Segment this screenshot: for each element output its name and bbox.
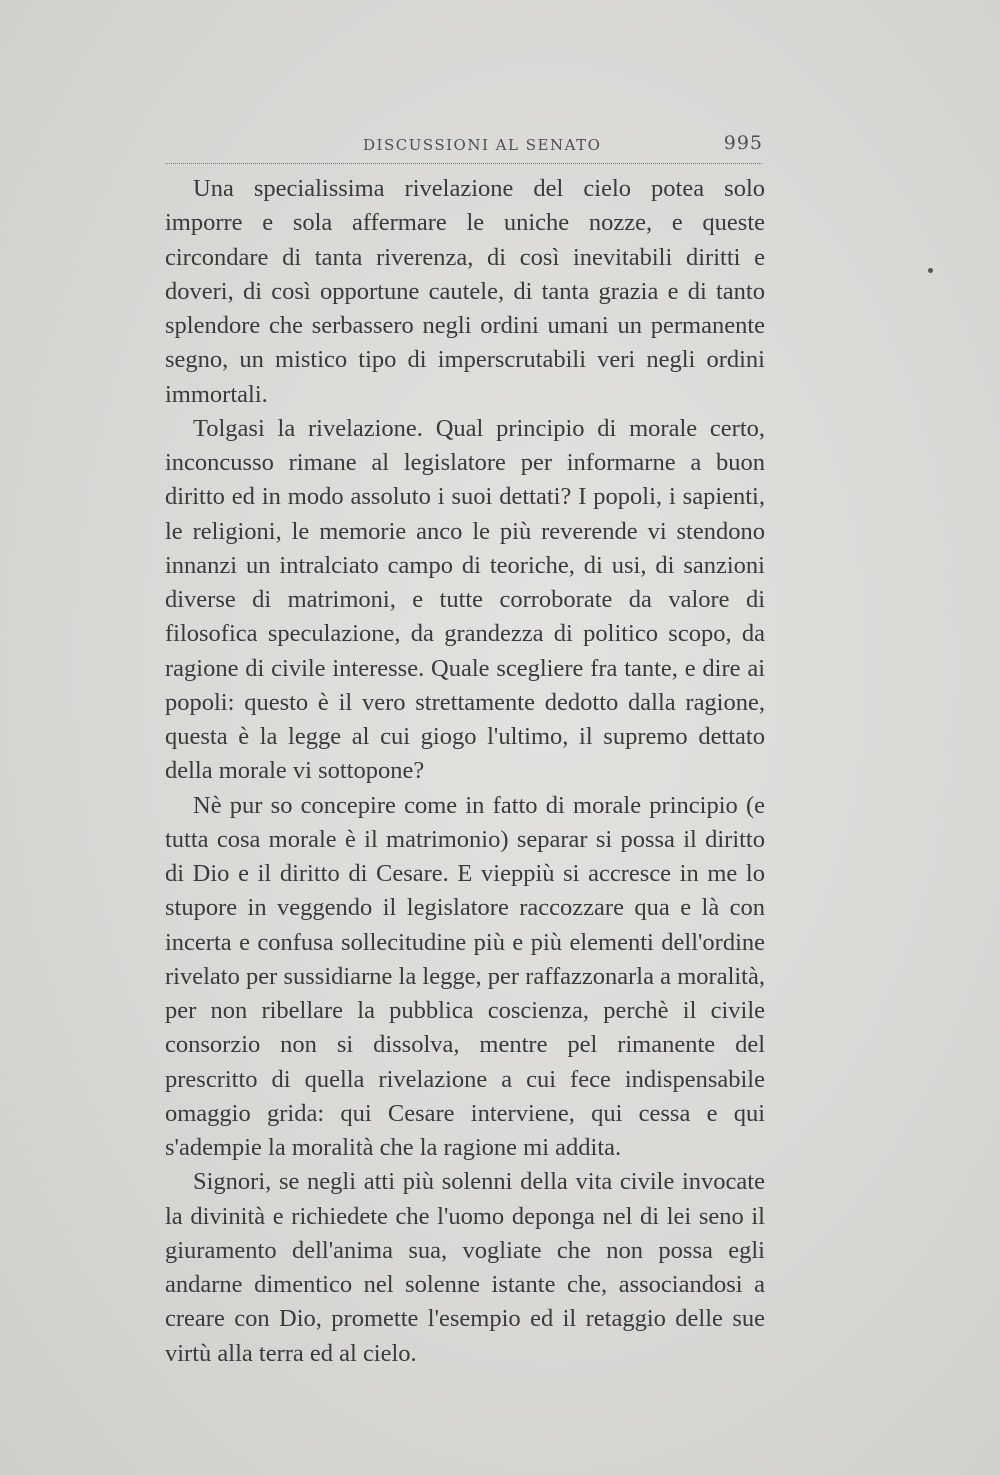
paragraph: Signori, se negli atti più solenni della vita civile invocate la divinità e richiedete che l'uomo deponga nel di lei seno il giuramento dell'anima sua, vogliate che non possa egli andarne dimentico nel solenne istante che, associandosi a creare con Dio, promette l'esempio ed il retaggio delle sue virtù alla terra ed al cielo. [165, 1168, 765, 1367]
page-number: 995 [723, 132, 763, 154]
running-title: DISCUSSIONI AL SENATO [363, 136, 602, 154]
body-text [165, 172, 765, 1371]
paragraph: Tolgasi la rivelazione. Qual principio di morale certo, inconcusso rimane al legislatore per informarne a buon diritto ed in modo assoluto i suoi dettati? I popoli, i sapienti, le religioni, le memorie anco le più reverende vi stendono innanzi un intralciato campo di teoriche, di usi, di sanzioni diverse di matrimoni, e tutte corroborate da valore di filosofica speculazione, da grandezza di politico scopo, da ragione di civile interesse. Quale scegliere fra tante, e dire ai popoli: questo è il vero strettamente dedotto dalla ragione, questa è la legge al cui giogo l'ultimo, il supremo dettato della morale vi sottopone? [165, 414, 765, 785]
header-rule [165, 163, 762, 164]
paper-speck [928, 268, 933, 273]
paragraph: Nè pur so concepire come in fatto di morale principio (e tutta cosa morale è il matrimonio) separar si possa il diritto di Dio e il diritto di Cesare. E vieppiù si accresce in me lo stupore in veggendo il legislatore raccozzare qua e là con incerta e confusa sollecitudine più e più elementi dell'ordine rivelato per sussidiarne la legge, per raffazzonarla a moralità, per non ribellare la pubblica coscienza, perchè il civile consorzio non si dissolva, mentre pel rimanente del prescritto di quella rivelazione a cui fece indispensabile omaggio grida: qui Cesare interviene, qui cessa e qui s'adempie la moralità che la ragione mi addita. [165, 791, 765, 1161]
running-header [163, 130, 763, 160]
paragraph: Una specialissima rivelazione del cielo potea solo imporre e sola affermare le uniche nozze, e queste circondare di tanta riverenza, di così inevitabili diritti e doveri, di così opportune cautele, di tanta grazia e di tanto splendore che serbassero negli ordini umani un permanente segno, un mistico tipo di imperscrutabili veri negli ordini immortali. [165, 175, 765, 408]
